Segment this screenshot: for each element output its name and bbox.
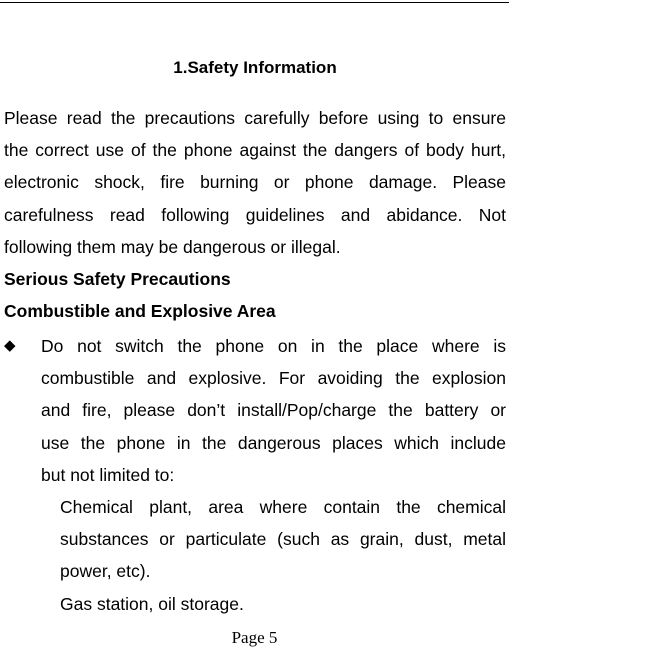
bullet-line: use the phone in the dangerous places which include	[41, 432, 506, 453]
bullet-line: Do not switch the phone on in the place where is	[41, 336, 506, 356]
sub-item-line: Chemical plant, area where contain the chemical	[60, 497, 506, 517]
intro-line: following them may be dangerous or illegal.	[4, 236, 341, 257]
section-title: 1.Safety Information	[173, 58, 337, 77]
diamond-bullet-icon: ◆	[4, 337, 16, 354]
sub-item-line: substances or particulate (such as grain, dust, metal	[60, 529, 506, 550]
page-number: Page 5	[231, 628, 278, 647]
subheading-combustible-area: Combustible and Explosive Area	[4, 301, 276, 321]
bullet-line: but not limited to:	[41, 464, 175, 485]
intro-paragraph	[4, 102, 506, 263]
sub-item-line: power, etc).	[60, 561, 151, 582]
sub-item-line: Gas station, oil storage.	[60, 594, 244, 614]
intro-line: electronic shock, fire burning or phone damage. Please	[4, 172, 506, 193]
intro-line: the correct use of the phone against the dangers of body hurt,	[4, 140, 506, 161]
intro-line: Please read the precautions carefully before using to ensure	[4, 108, 506, 128]
header-rule	[0, 2, 509, 3]
bullet-line: and fire, please don’t install/Pop/charge the battery or	[41, 400, 506, 421]
bullet-text	[41, 330, 506, 491]
subheading-serious-safety: Serious Safety Precautions	[4, 269, 231, 289]
sub-item-gas-station	[60, 588, 506, 620]
bullet-line: combustible and explosive. For avoiding the explosion	[41, 368, 506, 389]
sub-item-chemical-plant	[60, 491, 506, 588]
intro-line: carefulness read following guidelines and abidance. Not	[4, 204, 506, 225]
